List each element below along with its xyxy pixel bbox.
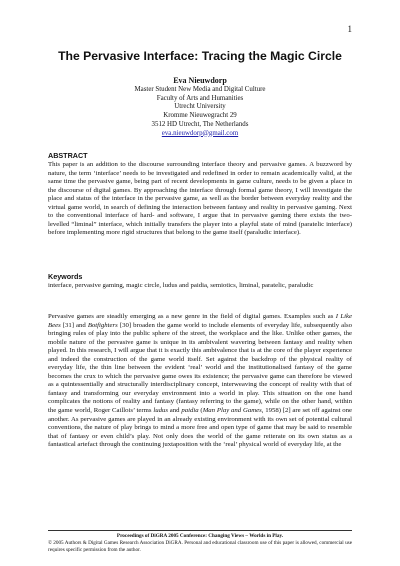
affiliation-line: Master Student New Media and Digital Culture bbox=[134, 86, 266, 93]
body-paragraph: Pervasive games are steadily emerging as a new genre in the field of digital games. Examples such as I Like Bees [31] and Botfighters [30] broaden the game world to include elements of everyday life, subsequently also bringing rules of play into the public sphere of the street, the workplace and the like. Unlike other games, the mobile nature of the pervasive game is unique in its ambivalent wavering between fantasy and reality when played. In this research, I will argue that it is exactly this ambivalence that is at the core of the player experience and indeed the construction of the game world itself. Set against the backdrop of the physical reality of everyday life, the thin line between the evident ‘real’ world and the institutionalised fantasy of the game becomes the crux to which the pervasive game owes its existence; the pervasive game can therefore be viewed as a quintessentially and structurally interdisciplinary concept, interweaving the concept of reality with that of fantasy and transforming our everyday environment into a world in play. This situation on the one hand complicates the notions of reality and fantasy (fantasy referring to the game), while on the other hand, within the game world, Roger Caillois’ terms ludus and paidia (Man Play and Games, 1958) [2] are set off against one another. As pervasive games are played in an already existing environment with its own set of potential cultural conventions, the nature of play brings to mind a more free and open type of game that may be said to resemble that of fantasy or even child’s play. Not only does the world of the game reiterate on its own status as a fantastical artefact through the continuing juxtaposition with the ‘real’ physical world of everyday life, at the bbox=[48, 313, 352, 449]
game-title-italic: I Like Bees bbox=[48, 313, 352, 329]
abstract-text: This paper is an addition to the discourse surrounding interface theory and pervasive games. A buzzword by nature, the term ‘interface’ needs to be investigated and redefined in order to remain academically valid, at the same time the pervasive game, being part of recent developments in game culture, needs to be given a place in the discourse of digital games. By approaching the interface through formal game theory, I will investigate the place and status of the interface in the pervasive game, as well as the border between everyday reality and the virtual game world, in search of defining the interaction between fantasy and reality in pervasive gaming. Next to the conventional interface of hard- and software, I argue that in pervasive gaming there exists the two-levelled “liminal” interface, which initially transfers the player into a playful state of mind (paratelic interface) before implementing more rigid structures that belong to the game itself (paraludic interface). bbox=[48, 161, 352, 237]
author-email-link[interactable]: eva.nieuwdorp@gmail.com bbox=[161, 129, 239, 137]
author-name: Eva Nieuwdorp bbox=[173, 76, 227, 85]
footer-copyright-line: © 2005 Authors & Digital Games Research Association DiGRA. Personal and educational classroom use of this paper is allowed, commercial use requires specific permission from the author. bbox=[48, 540, 352, 553]
game-title-italic: Botfighters bbox=[87, 321, 118, 329]
affiliation-line: Utrecht University bbox=[174, 103, 226, 111]
page-number: 1 bbox=[347, 24, 352, 34]
footer-proceedings-line: Proceedings of DiGRA 2005 Conference: Changing Views – Worlds in Play. bbox=[116, 533, 284, 539]
affiliation-line: Faculty of Arts and Humanities bbox=[156, 94, 244, 102]
affiliation-line: 3512 HD Utrecht, The Netherlands bbox=[151, 120, 249, 128]
term-italic: ludus bbox=[153, 407, 168, 415]
paper-title: The Pervasive Interface: Tracing the Magic Circle bbox=[58, 49, 342, 63]
affiliation-line: Kromme Nieuwegracht 29 bbox=[163, 112, 237, 120]
author-block bbox=[48, 76, 352, 138]
keywords-text: interface, pervasive gaming, magic circle, ludus and paidia, semiotics, liminal, paratelic, paraludic bbox=[48, 282, 314, 289]
term-italic: paidia bbox=[181, 407, 199, 415]
proceedings-footer bbox=[48, 530, 352, 554]
abstract-heading: ABSTRACT bbox=[48, 151, 88, 160]
keywords-heading: Keywords bbox=[48, 272, 83, 281]
book-title-italic: Man Play and Games bbox=[202, 407, 262, 415]
